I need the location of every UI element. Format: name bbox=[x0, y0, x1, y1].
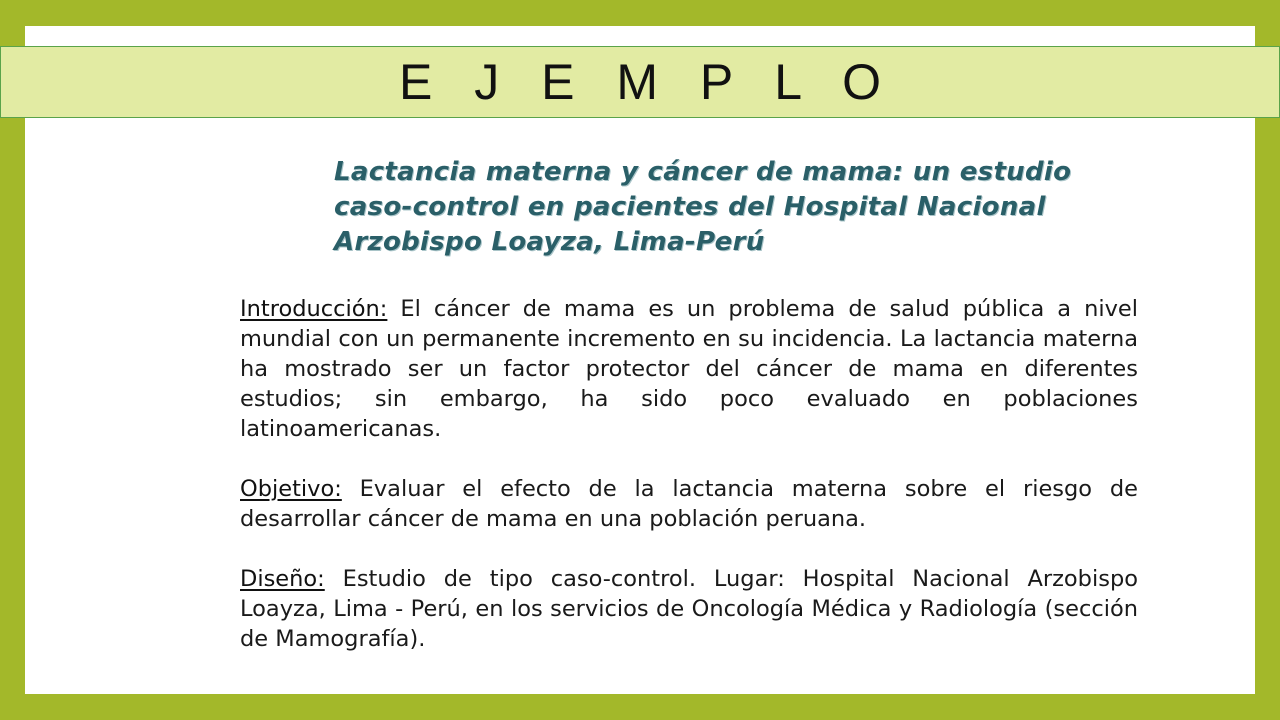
design-section bbox=[240, 564, 1138, 654]
article-heading bbox=[334, 155, 1114, 260]
objective-label: Objetivo: bbox=[240, 476, 342, 502]
design-text: Estudio de tipo caso-control. Lugar: Hospital Nacional Arzobispo Loayza, Lima - Perú, en los servicios de Oncología Médica y Radiología (sección de Mamografía). bbox=[240, 566, 1138, 652]
introduction-section bbox=[240, 294, 1138, 444]
abstract-body bbox=[240, 294, 1138, 684]
introduction-label: Introducción: bbox=[240, 296, 388, 322]
objective-section bbox=[240, 474, 1138, 534]
article-heading-line: Arzobispo Loayza, Lima-Perú bbox=[334, 227, 765, 257]
title-bar bbox=[0, 46, 1280, 118]
article-heading-line: Lactancia materna y cáncer de mama: un estudio bbox=[334, 157, 1072, 187]
objective-text: Evaluar el efecto de la lactancia materna sobre el riesgo de desarrollar cáncer de mama en una población peruana. bbox=[240, 476, 1138, 532]
design-label: Diseño: bbox=[240, 566, 325, 592]
introduction-text: El cáncer de mama es un problema de salud pública a nivel mundial con un permanente incremento en su incidencia. La lactancia materna ha mostrado ser un factor protector del cáncer de mama en diferentes estudios; sin embargo, ha sido poco evaluado en poblaciones latinoamericanas. bbox=[240, 296, 1138, 442]
slide-title: E J E M P L O bbox=[399, 54, 895, 110]
article-heading-line: caso-control en pacientes del Hospital Nacional bbox=[334, 192, 1046, 222]
